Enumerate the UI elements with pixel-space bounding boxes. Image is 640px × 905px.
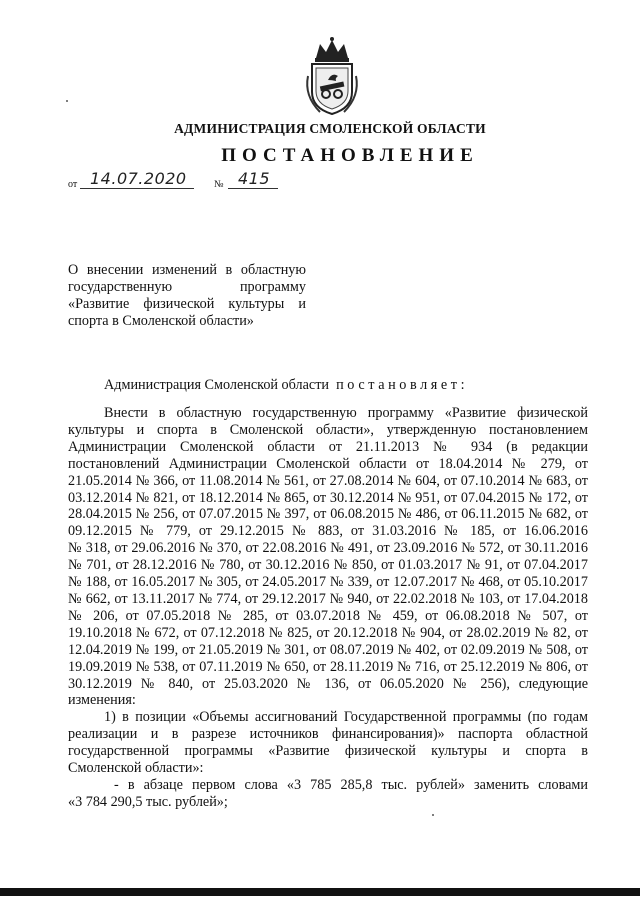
body-line: 19.10.2018 № 672, от 07.12.2018 № 825, от 20.12.2018 № 904, от 28.02.2019 № 82, от [68, 624, 588, 641]
body-line: № 701, от 28.12.2016 № 780, от 30.12.2016 № 850, от 01.03.2017 № 91, от 07.04.2017 [68, 557, 588, 574]
body-line: «3 784 290,5 тыс. рублей»; [68, 793, 228, 810]
subject-line: О внесении изменений в областную [68, 262, 306, 278]
subject-line: государственную программу [68, 279, 306, 295]
organization-title: АДМИНИСТРАЦИЯ СМОЛЕНСКОЙ ОБЛАСТИ [174, 121, 486, 136]
document-body [68, 405, 588, 811]
body-line: Смоленской области»: [68, 760, 204, 777]
body-line: № 662, от 13.11.2017 № 774, от 29.12.2017 № 940, от 22.02.2018 № 103, от 17.04.2018 [68, 590, 588, 607]
scan-speck [66, 100, 68, 102]
body-line: 19.09.2019 № 538, от 07.11.2019 № 650, от 28.11.2019 № 716, от 25.12.2019 № 806, от [68, 658, 588, 675]
body-line: государственной программы «Развитие физической культуры и спорта в [68, 743, 588, 760]
scan-edge-bar [0, 888, 640, 896]
body-line: постановлений Администрации Смоленской области от 18.04.2014 № 279, от [68, 455, 588, 472]
decree-statement [104, 377, 468, 394]
document-dateline [68, 170, 308, 190]
body-line: 09.12.2015 № 779, от 29.12.2015 № 883, от 31.03.2016 № 185, от 16.06.2016 [68, 523, 588, 540]
scan-speck [432, 814, 434, 816]
decree-lead: Администрация Смоленской области [104, 377, 329, 393]
body-line: 28.04.2015 № 256, от 07.07.2015 № 397, от 06.08.2015 № 486, от 06.11.2015 № 682, от [68, 506, 588, 523]
body-line: - в абзаце первом слова «3 785 285,8 тыс. рублей» заменить словами [114, 776, 588, 793]
decree-verb: постановляет: [336, 377, 469, 393]
smolensk-coat-of-arms-icon [302, 36, 362, 116]
subject-line: спорта в Смоленской области» [68, 313, 254, 329]
body-line: № 188, от 16.05.2017 № 305, от 24.05.2017 № 339, от 12.07.2017 № 468, от 05.10.2017 [68, 574, 588, 591]
subject-line: «Развитие физической культуры и [68, 296, 306, 312]
date-label: от [68, 179, 78, 190]
body-line: № 318, от 29.06.2016 № 370, от 22.08.2016 № 491, от 23.09.2016 № 572, от 30.11.2016 [68, 540, 588, 557]
number-label: № [214, 179, 224, 190]
body-line: 1) в позиции «Объемы ассигнований Государственной программы (по годам [104, 709, 588, 726]
document-subject [68, 262, 306, 330]
body-line: изменения: [68, 692, 136, 709]
body-line: культуры и спорта в Смоленской области», утвержденную постановлением [68, 421, 588, 438]
body-line: 12.04.2019 № 199, от 21.05.2019 № 301, от 08.07.2019 № 402, от 02.09.2019 № 508, от [68, 641, 588, 658]
body-line: Внести в областную государственную программу «Развитие физической [104, 405, 588, 421]
body-line: Администрации Смоленской области от 21.11.2013 № 934 (в редакции [68, 438, 588, 455]
body-line: 21.05.2014 № 366, от 11.08.2014 № 561, от 27.08.2014 № 604, от 07.10.2014 № 683, от [68, 472, 588, 489]
document-type-title: ПОСТАНОВЛЕНИЕ [221, 145, 479, 166]
body-line: 03.12.2014 № 821, от 18.12.2014 № 865, от 30.12.2014 № 951, от 07.04.2015 № 172, от [68, 489, 588, 506]
number-underline [228, 188, 278, 189]
body-line: реализации и в разрезе источников финансирования)» паспорта областной [68, 726, 588, 743]
date-underline [80, 188, 194, 189]
handwritten-date: 14.07.2020 [90, 169, 187, 188]
handwritten-number: 415 [238, 169, 271, 188]
body-line: № 206, от 07.05.2018 № 285, от 03.07.2018 № 459, от 06.08.2018 № 507, от [68, 607, 588, 624]
body-line: 30.12.2019 № 840, от 25.03.2020 № 136, от 06.05.2020 № 256), следующие [68, 675, 588, 692]
